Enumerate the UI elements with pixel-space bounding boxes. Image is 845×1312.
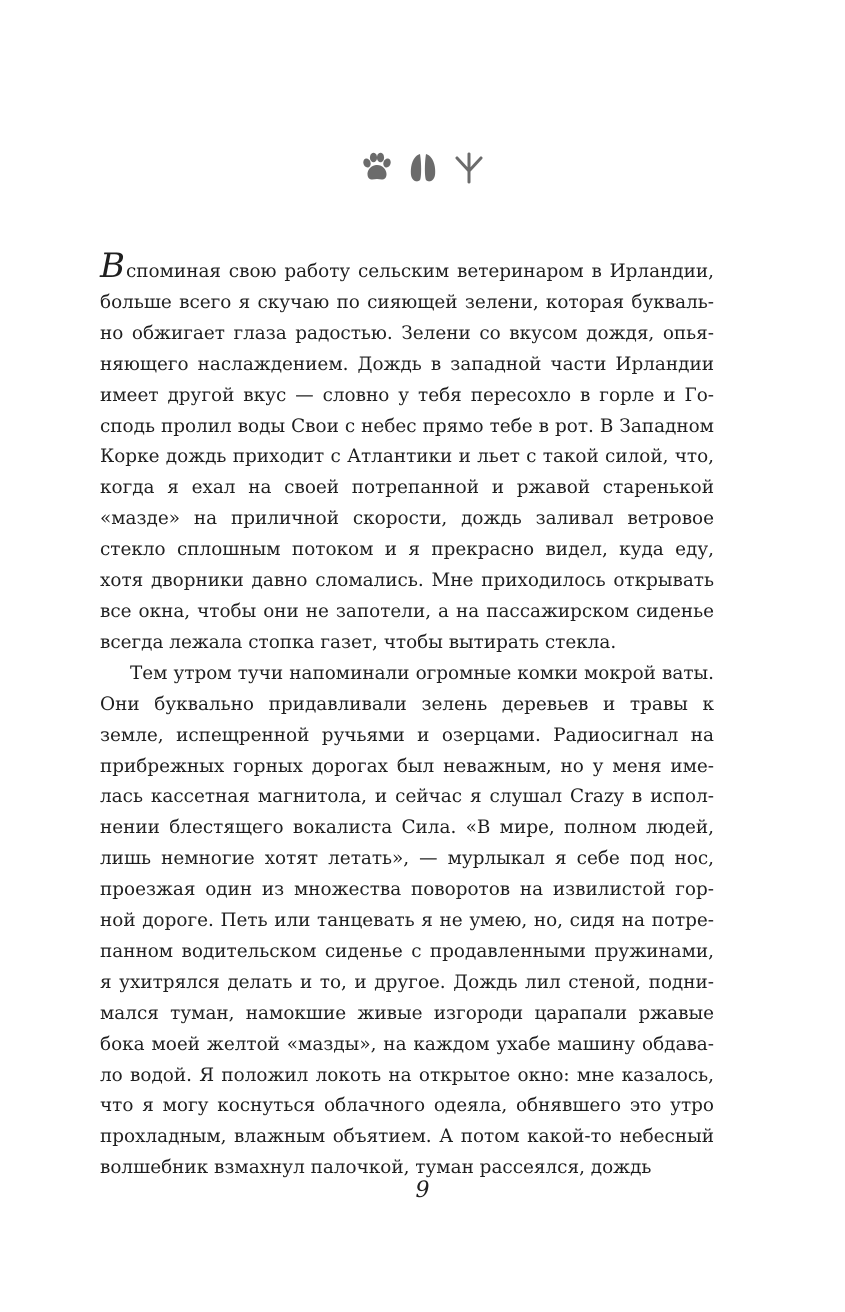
page-number: 9 <box>415 1178 430 1203</box>
paragraph-2: Тем утром тучи напоминали огромные комки мокрой ваты. Они буквально придавливали зелень деревьев и травы к земле, испещренной ручьями и озерцами. Радиосигнал на прибрежных горных дорогах был неважным, но у меня имелась кассетная магнитола, и сейчас я слушал Crazy в исполнении блестящего вокалиста Сила. «В мире, полном людей, лишь немногие хотят летать», — мурлыкал я себе под нос, проезжая один из множества поворотов на извилистой горной дороге. Петь или танцевать я не умею, но, сидя на потрепанном водительском сиденье с продавленными пружинами, я ухитрялся делать и то, и другое. Дождь лил стеной, поднимался туман, намокшие живые изгороди царапали ржавые бока моей желтой «мазды», на каждом ухабе машину обдавало водой. Я положил локоть на открытое окно: мне казалось, что я могу коснуться облачного одеяла, обнявшего это утро прохладным, влажным объятием. А потом какой-то небесный волшебник взмахнул палочкой, туман рассеялся, дождь <box>100 662 714 1179</box>
hoof-print-icon <box>408 151 438 185</box>
paragraph-1-text: споминая свою работу сельским ветеринаром в Ирландии, больше всего я скучаю по сияющей зелени, которая буквально обжигает глаза радостью. Зелени со вкусом дождя, опьяняющего наслаждением. Дождь в западной части Ирландии имеет другой вкус — словно у тебя пересохло в горле и Господь пролил воды Свои с небес прямо тебе в рот. В Западном Корке дождь приходит с Атлантики и льет с такой силой, что, когда я ехал на своей потрепанной и ржавой старенькой «мазде» на приличной скорости, дождь заливал ветровое стекло сплошным потоком и я прекрасно видел, куда еду, хотя дворники давно сломались. Мне приходилось открывать все окна, чтобы они не запотели, а на пассажирском сиденье всегда лежала стопка газет, чтобы вытирать стекла. <box>100 261 714 653</box>
body-text <box>100 246 714 1184</box>
paragraph-1 <box>100 246 714 659</box>
chapter-ornament <box>0 148 845 188</box>
bird-track-icon <box>452 151 486 185</box>
paw-print-icon <box>360 151 394 185</box>
drop-cap: В <box>100 246 125 286</box>
